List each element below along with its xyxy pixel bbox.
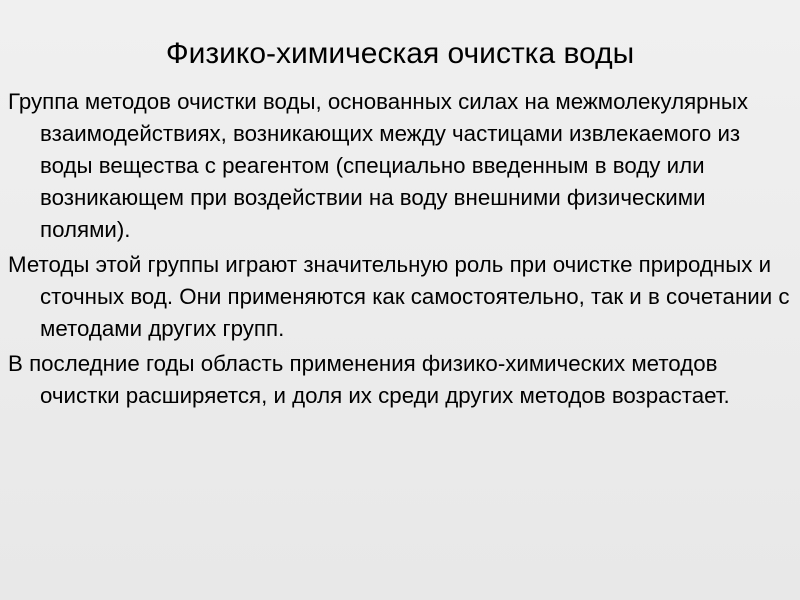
paragraph-methods-trend: В последние годы область применения физико-химических методов очистки расширяется, и доля их среди других методов возрастает.: [8, 351, 730, 408]
slide-body: [8, 86, 794, 415]
slide-title: Физико-химическая очистка воды: [165, 37, 635, 70]
paragraph-methods-definition: Группа методов очистки воды, основанных силах на межмолекулярных взаимодействиях, возникающих между частицами извлекаемого из воды вещества с реагентом (специально введенным в воду или возникающем при воздействии на воду внешними физическими полями).: [8, 89, 749, 242]
paragraph-methods-role: Методы этой группы играют значительную роль при очистке природных и сточных вод. Они применяются как самостоятельно, так и в сочетании с методами других групп.: [8, 252, 790, 341]
